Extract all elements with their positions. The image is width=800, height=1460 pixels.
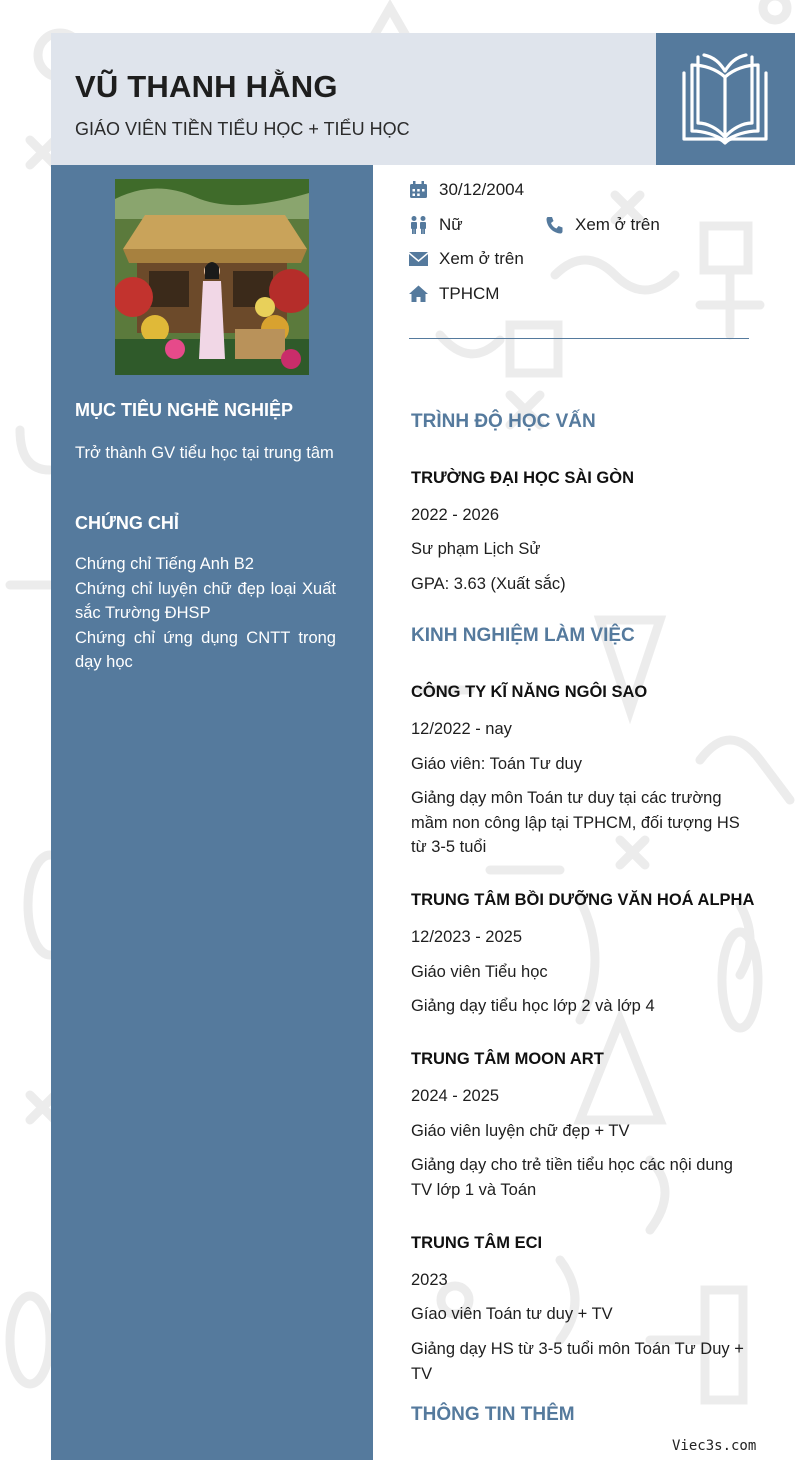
- job-period: 2024 - 2025: [411, 1087, 500, 1105]
- profile-photo: [115, 179, 309, 375]
- objective-heading: MỤC TIÊU NGHỀ NGHIỆP: [75, 400, 294, 420]
- education-major: Sư phạm Lịch Sử: [411, 540, 541, 558]
- gender-row: [409, 213, 463, 237]
- candidate-name: VŨ THANH HẰNG: [75, 69, 338, 104]
- phone-row: [545, 213, 660, 237]
- job-description: Giảng dạy HS từ 3-5 tuổi môn Toán Tư Duy + TV: [411, 1340, 744, 1383]
- birthday-value: 30/12/2004: [439, 180, 525, 199]
- people-icon: [409, 216, 428, 234]
- job-period: 12/2022 - nay: [411, 720, 512, 738]
- job-company: TRUNG TÂM MOON ART: [411, 1050, 604, 1068]
- address-value: TPHCM: [439, 284, 500, 303]
- main-content: [373, 165, 800, 1460]
- certs-heading: CHỨNG CHỈ: [75, 513, 179, 533]
- job-role: Gíao viên Toán tư duy + TV: [411, 1305, 613, 1323]
- education-gpa: GPA: 3.63 (Xuất sắc): [411, 575, 566, 593]
- sidebar: [51, 165, 373, 1460]
- cert-item: Chứng chỉ Tiếng Anh B2: [75, 555, 254, 573]
- cert-item: Chứng chỉ ứng dụng CNTT trong dạy học: [75, 628, 336, 671]
- home-icon: [409, 285, 428, 303]
- objective-text: Trở thành GV tiểu học tại trung tâm: [75, 444, 334, 462]
- job-description: Giảng dạy tiểu học lớp 2 và lớp 4: [411, 997, 655, 1015]
- job-period: 12/2023 - 2025: [411, 928, 523, 946]
- envelope-icon: [409, 251, 428, 267]
- job-role: Giáo viên Tiểu học: [411, 963, 548, 981]
- logo-box: [656, 33, 795, 165]
- job-role: Giáo viên: Toán Tư duy: [411, 755, 582, 773]
- email-value: Xem ở trên: [439, 249, 524, 268]
- birthday-row: [409, 178, 524, 202]
- job-role: Giáo viên luyện chữ đẹp + TV: [411, 1122, 630, 1140]
- job-description: Giảng dạy môn Toán tư duy tại các trường mầm non công lập tại TPHCM, đối tượng HS từ 3-5 tuổi: [411, 789, 740, 856]
- job-company: TRUNG TÂM ECI: [411, 1234, 543, 1252]
- job-company: CÔNG TY KĨ NĂNG NGÔI SAO: [411, 683, 648, 701]
- phone-icon: [545, 216, 564, 234]
- job-description: Giảng dạy cho trẻ tiền tiểu học các nội dung TV lớp 1 và Toán: [411, 1156, 733, 1199]
- job-title: GIÁO VIÊN TIỀN TIỂU HỌC + TIỂU HỌC: [75, 119, 410, 139]
- job-period: 2023: [411, 1271, 448, 1289]
- additional-heading: THÔNG TIN THÊM: [411, 1404, 575, 1425]
- contact-divider: [409, 338, 749, 339]
- header-banner: [51, 33, 656, 165]
- certs-list: [75, 552, 336, 675]
- job-company: TRUNG TÂM BỒI DƯỠNG VĂN HOÁ ALPHA: [411, 891, 755, 909]
- cert-item: Chứng chỉ luyện chữ đẹp loại Xuất sắc Trường ĐHSP: [75, 579, 336, 622]
- education-period: 2022 - 2026: [411, 506, 500, 524]
- email-row: [409, 247, 524, 271]
- calendar-icon: [409, 181, 428, 199]
- phone-value: Xem ở trên: [575, 215, 660, 234]
- experience-heading: KINH NGHIỆM LÀM VIỆC: [411, 625, 635, 646]
- address-row: [409, 282, 499, 306]
- gender-value: Nữ: [439, 215, 463, 234]
- education-heading: TRÌNH ĐỘ HỌC VẤN: [411, 411, 596, 432]
- site-watermark: Viec3s.com: [672, 1438, 757, 1454]
- open-book-icon: [678, 53, 772, 145]
- education-school: TRƯỜNG ĐẠI HỌC SÀI GÒN: [411, 469, 635, 487]
